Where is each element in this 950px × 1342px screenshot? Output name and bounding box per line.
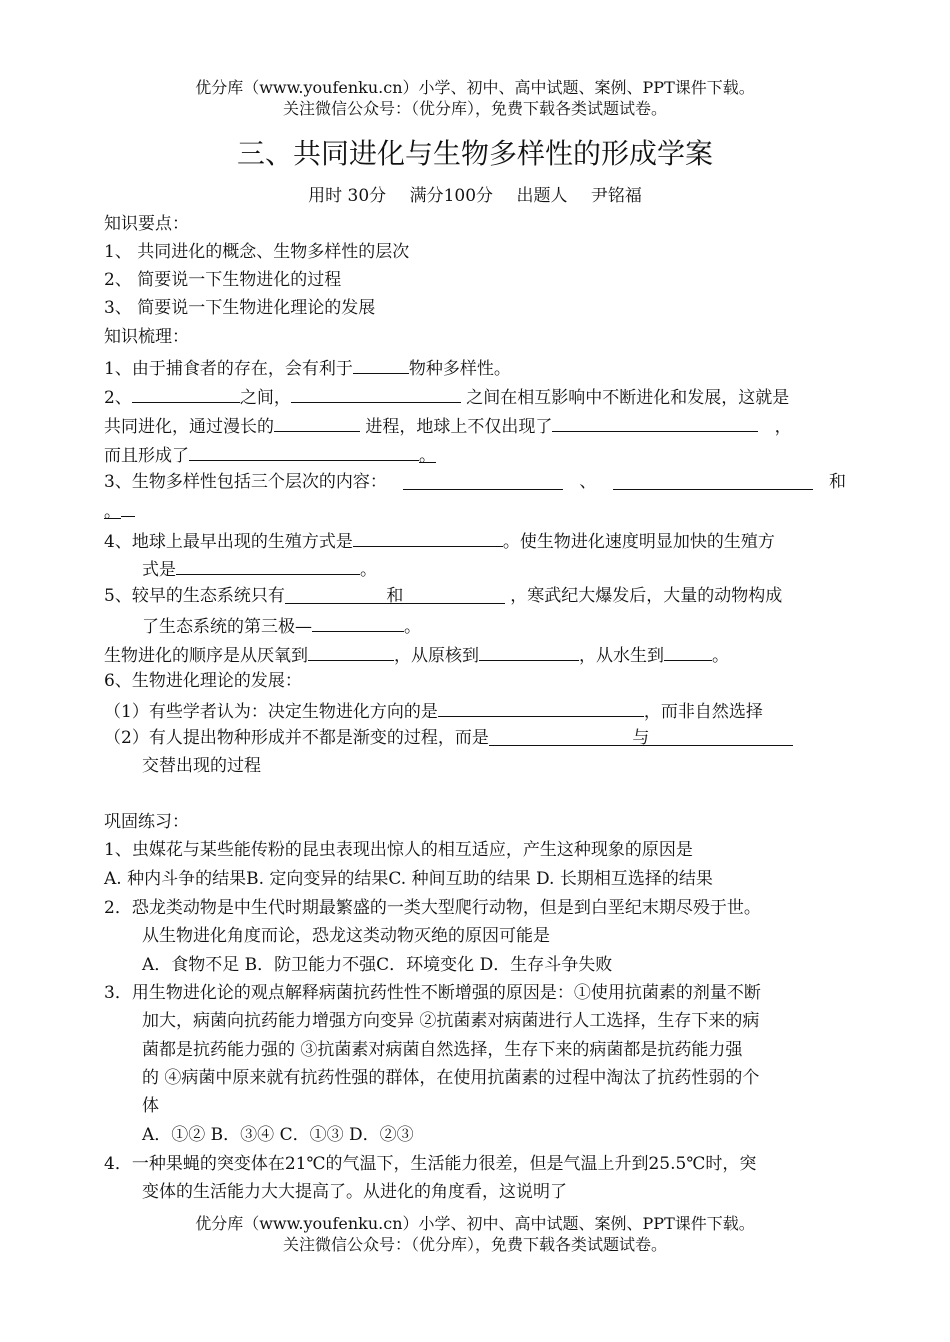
knowledge-point-1: 1、 共同进化的概念、生物多样性的层次	[104, 242, 410, 262]
practice-q1-stem: 1、虫媒花与某些能传粉的昆虫表现出惊人的相互适应，产生这种现象的原因是	[104, 840, 693, 860]
review-q5-text: 5、较早的生态系统只有	[104, 586, 285, 606]
review-q6-and: 与	[632, 728, 650, 748]
header-line-2: 关注微信公众号：（优分库），免费下载各类试题试卷。	[282, 99, 667, 118]
review-q2-text-end: 。	[419, 446, 436, 466]
practice-q3-options[interactable]: A．①② B．③④ C．①③ D．②③	[142, 1125, 414, 1145]
review-q1-text-end: 物种多样性。	[408, 359, 511, 379]
answer-blank-pair[interactable]	[285, 584, 505, 604]
answer-blank[interactable]	[353, 527, 503, 547]
review-q5-and: 和	[386, 586, 404, 606]
review-q6-heading: 6、生物进化理论的发展：	[104, 671, 302, 691]
review-q6-part2	[104, 726, 793, 750]
review-q4-text: 4、地球上最早出现的生殖方式是	[104, 532, 353, 552]
practice-q1-options[interactable]: A. 种内斗争的结果B. 定向变异的结果C. 种间互助的结果 D. 长期相互选择的结果	[104, 869, 713, 889]
review-order-text-end: 。	[712, 646, 729, 666]
answer-blank[interactable]	[664, 641, 712, 661]
review-q5-text: ，寒武纪大爆发后，大量的动物构成	[510, 586, 783, 606]
footer-line-2: 关注微信公众号：（优分库），免费下载各类试题试卷。	[282, 1235, 667, 1254]
answer-blank[interactable]	[353, 354, 409, 374]
review-q4-text: 。使生物进化速度明显加快的生殖方	[502, 532, 775, 552]
review-q3-line2	[104, 497, 135, 524]
answer-blank[interactable]	[479, 641, 579, 661]
review-q6-part2-cont: 交替出现的过程	[142, 756, 261, 776]
review-q2-line3	[104, 441, 436, 468]
practice-heading: 巩固练习：	[104, 812, 189, 832]
header-line-1: 优分库（www.youfenku.cn）小学、初中、高中试题、案例、PPT课件下载。	[195, 78, 755, 97]
practice-q3-line-2: 加大，病菌向抗药能力增强方向变异 ②抗菌素对病菌进行人工选择，生存下来的病	[142, 1011, 760, 1031]
review-q3-text: 3、生物多样性包括三个层次的内容：	[104, 472, 387, 492]
answer-blank[interactable]	[176, 555, 360, 575]
review-q5-text-end: 。	[404, 617, 421, 637]
review-q6-text: ，而非自然选择	[643, 702, 763, 722]
answer-blank[interactable]	[438, 697, 644, 717]
meta-score: 满分100分	[409, 186, 494, 206]
meta-time: 用时 30分	[308, 186, 387, 206]
answer-blank[interactable]	[132, 383, 240, 403]
review-q4-text-end: 。	[360, 560, 377, 580]
practice-q2-stem-2: 从生物进化角度而论，恐龙这类动物灭绝的原因可能是	[142, 926, 550, 946]
review-q6-part1	[104, 697, 763, 724]
review-q6-text: （2）有人提出物种形成并不都是渐变的过程，而是	[104, 728, 489, 748]
review-order-text: ，从水生到	[579, 646, 664, 666]
meta-author-label: 出题人	[516, 186, 568, 206]
review-q2-text: 之间，	[239, 388, 291, 408]
review-heading: 知识梳理：	[104, 327, 189, 347]
review-q2-line1	[104, 383, 789, 410]
knowledge-point-2: 2、 简要说一下生物进化的过程	[104, 270, 342, 290]
review-q3-line1	[104, 470, 846, 494]
review-q1	[104, 354, 511, 381]
review-q2-text: 进程，地球上不仅出现了	[365, 417, 553, 437]
practice-q3-line-3: 菌都是抗药能力强的 ③抗菌素对病菌自然选择，生存下来的病菌都是抗药能力强	[142, 1040, 743, 1060]
answer-blank[interactable]	[308, 641, 394, 661]
practice-q2-options[interactable]: A．食物不足 B．防卫能力不强C．环境变化 D．生存斗争失败	[142, 955, 613, 975]
knowledge-points-heading: 知识要点：	[104, 214, 189, 234]
answer-blank[interactable]	[552, 412, 758, 432]
answer-blank[interactable]	[189, 441, 419, 461]
review-q5-line2	[142, 612, 421, 639]
answer-blank[interactable]	[121, 497, 135, 517]
review-q3-separator: 、	[579, 472, 597, 492]
page-title: 三、共同进化与生物多样性的形成学案	[236, 137, 713, 170]
review-order-text: ，从原核到	[394, 646, 479, 666]
review-q1-text: 1、由于捕食者的存在，会有利于	[104, 359, 353, 379]
practice-q3-line-1: 3．用生物进化论的观点解释病菌抗药性性不断增强的原因是：①使用抗菌素的剂量不断	[104, 983, 761, 1003]
footer-line-1: 优分库（www.youfenku.cn）小学、初中、高中试题、案例、PPT课件下载。	[195, 1214, 755, 1233]
review-q2-text: 而且形成了	[104, 446, 189, 466]
review-q6-text: （1）有些学者认为：决定生物进化方向的是	[104, 702, 438, 722]
review-q2-text: 共同进化，通过漫长的	[104, 417, 274, 437]
review-q4-line1	[104, 527, 775, 554]
review-order	[104, 641, 729, 668]
review-q5-line1	[104, 584, 782, 608]
answer-blank[interactable]	[613, 470, 813, 490]
practice-q4-stem-2: 变体的生活能力大大提高了。从进化的角度看，这说明了	[142, 1182, 567, 1202]
answer-blank-pair[interactable]	[489, 726, 793, 746]
review-q5-text: 了生态系统的第三极—	[142, 617, 312, 637]
answer-blank[interactable]	[403, 470, 563, 490]
answer-blank[interactable]	[274, 412, 360, 432]
review-q4-line2	[142, 555, 377, 582]
practice-q3-line-5: 体	[142, 1096, 159, 1116]
review-q2-text: ，	[774, 417, 792, 437]
answer-blank[interactable]	[291, 383, 461, 403]
exam-meta	[0, 184, 950, 208]
review-order-text: 生物进化的顺序是从厌氧到	[104, 646, 308, 666]
knowledge-point-3: 3、 简要说一下生物进化理论的发展	[104, 298, 376, 318]
review-q2-text: 之间在相互影响中不断进化和发展，这就是	[466, 388, 790, 408]
review-q3-and: 和	[828, 472, 846, 492]
answer-blank[interactable]	[312, 612, 404, 632]
practice-q4-stem-1: 4．一种果蝇的突变体在21℃的气温下，生活能力很差，但是气温上升到25.5℃时，突	[104, 1154, 757, 1174]
review-q2-text: 2、	[104, 388, 132, 408]
practice-q3-line-4: 的 ④病菌中原来就有抗药性强的群体，在使用抗菌素的过程中淘汰了抗药性弱的个	[142, 1068, 760, 1088]
practice-q2-stem-1: 2．恐龙类动物是中生代时期最繁盛的一类大型爬行动物，但是到白垩纪末期尽殁于世。	[104, 898, 761, 918]
review-q4-text: 式是	[142, 560, 176, 580]
meta-author: 尹铭福	[590, 186, 642, 206]
review-q2-line2	[104, 412, 792, 439]
review-q3-end: 。	[104, 502, 121, 522]
